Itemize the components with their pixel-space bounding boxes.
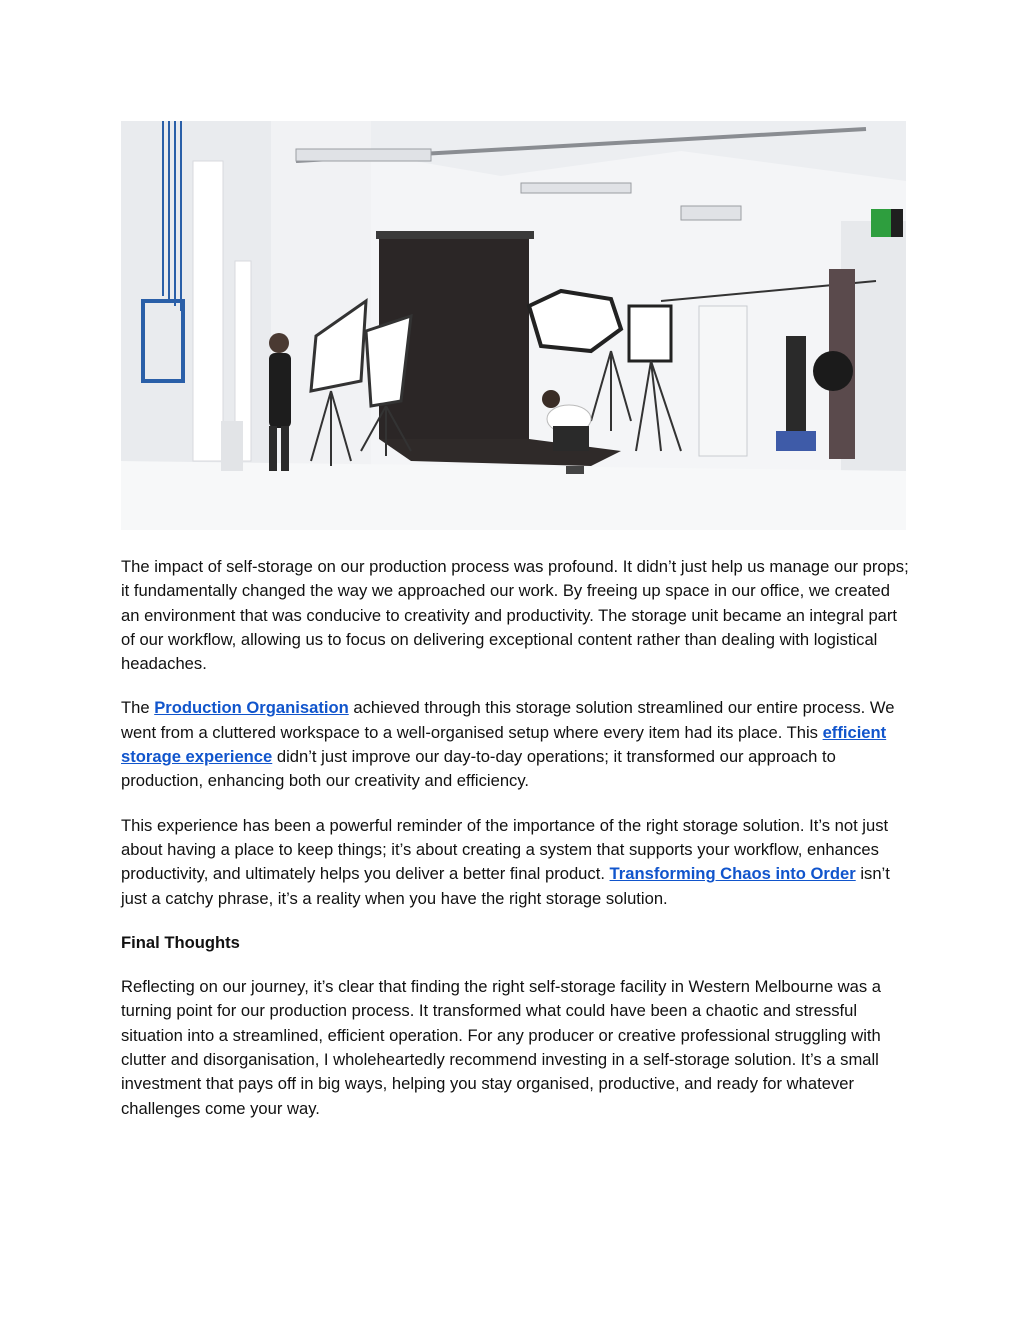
section-heading-final-thoughts: Final Thoughts bbox=[121, 932, 240, 952]
paragraph-impact: The impact of self-storage on our production process was profound. It didn’t just help us manage our props; it fundamentally changed the way we approached our work. By freeing up space in our office, we created an environment that was conducive to creativity and productivity. The storage unit became an integral part of our workflow, allowing us to focus on delivering exceptional content rather than dealing with logistical headaches. bbox=[121, 557, 909, 674]
photo-studio-illustration bbox=[121, 121, 906, 530]
paragraph-production-organisation bbox=[121, 696, 911, 793]
paragraph-text: didn’t just improve our day-to-day operations; it transformed our approach to production, enhancing both our creativity and efficiency. bbox=[121, 747, 836, 791]
paragraph-reminder bbox=[121, 814, 911, 911]
link-efficient-storage-experience[interactable]: efficient storage experience bbox=[121, 722, 887, 767]
photo-studio-image bbox=[121, 121, 906, 530]
article-body bbox=[121, 555, 911, 1141]
paragraph-text: isn’t just a catchy phrase, it’s a reality when you have the right storage solution. bbox=[121, 864, 890, 908]
paragraph-text: This experience has been a powerful reminder of the importance of the right storage solution. It’s not just about having a place to keep things; it’s about creating a system that supports your workflow, enhances productivity, and ultimately helps you deliver a better final product. bbox=[121, 815, 889, 884]
link-production-organisation[interactable]: Production Organisation bbox=[154, 698, 349, 718]
paragraph-text: achieved through this storage solution streamlined our entire process. We went from a cluttered workspace to a well-organised setup where every item had its place. This bbox=[121, 698, 895, 742]
paragraph-reflection: Reflecting on our journey, it’s clear that finding the right self-storage facility in Western Melbourne was a turning point for our production process. It transformed what could have been a chaotic and stressful situation into a streamlined, efficient operation. For any producer or creative professional struggling with clutter and disorganisation, I wholeheartedly recommend investing in a self-storage solution. It’s a small investment that pays off in big ways, helping you stay organised, productive, and ready for whatever challenges come your way. bbox=[121, 977, 882, 1118]
link-transforming-chaos-into-order[interactable]: Transforming Chaos into Order bbox=[609, 864, 856, 884]
paragraph-text: The bbox=[121, 698, 155, 718]
